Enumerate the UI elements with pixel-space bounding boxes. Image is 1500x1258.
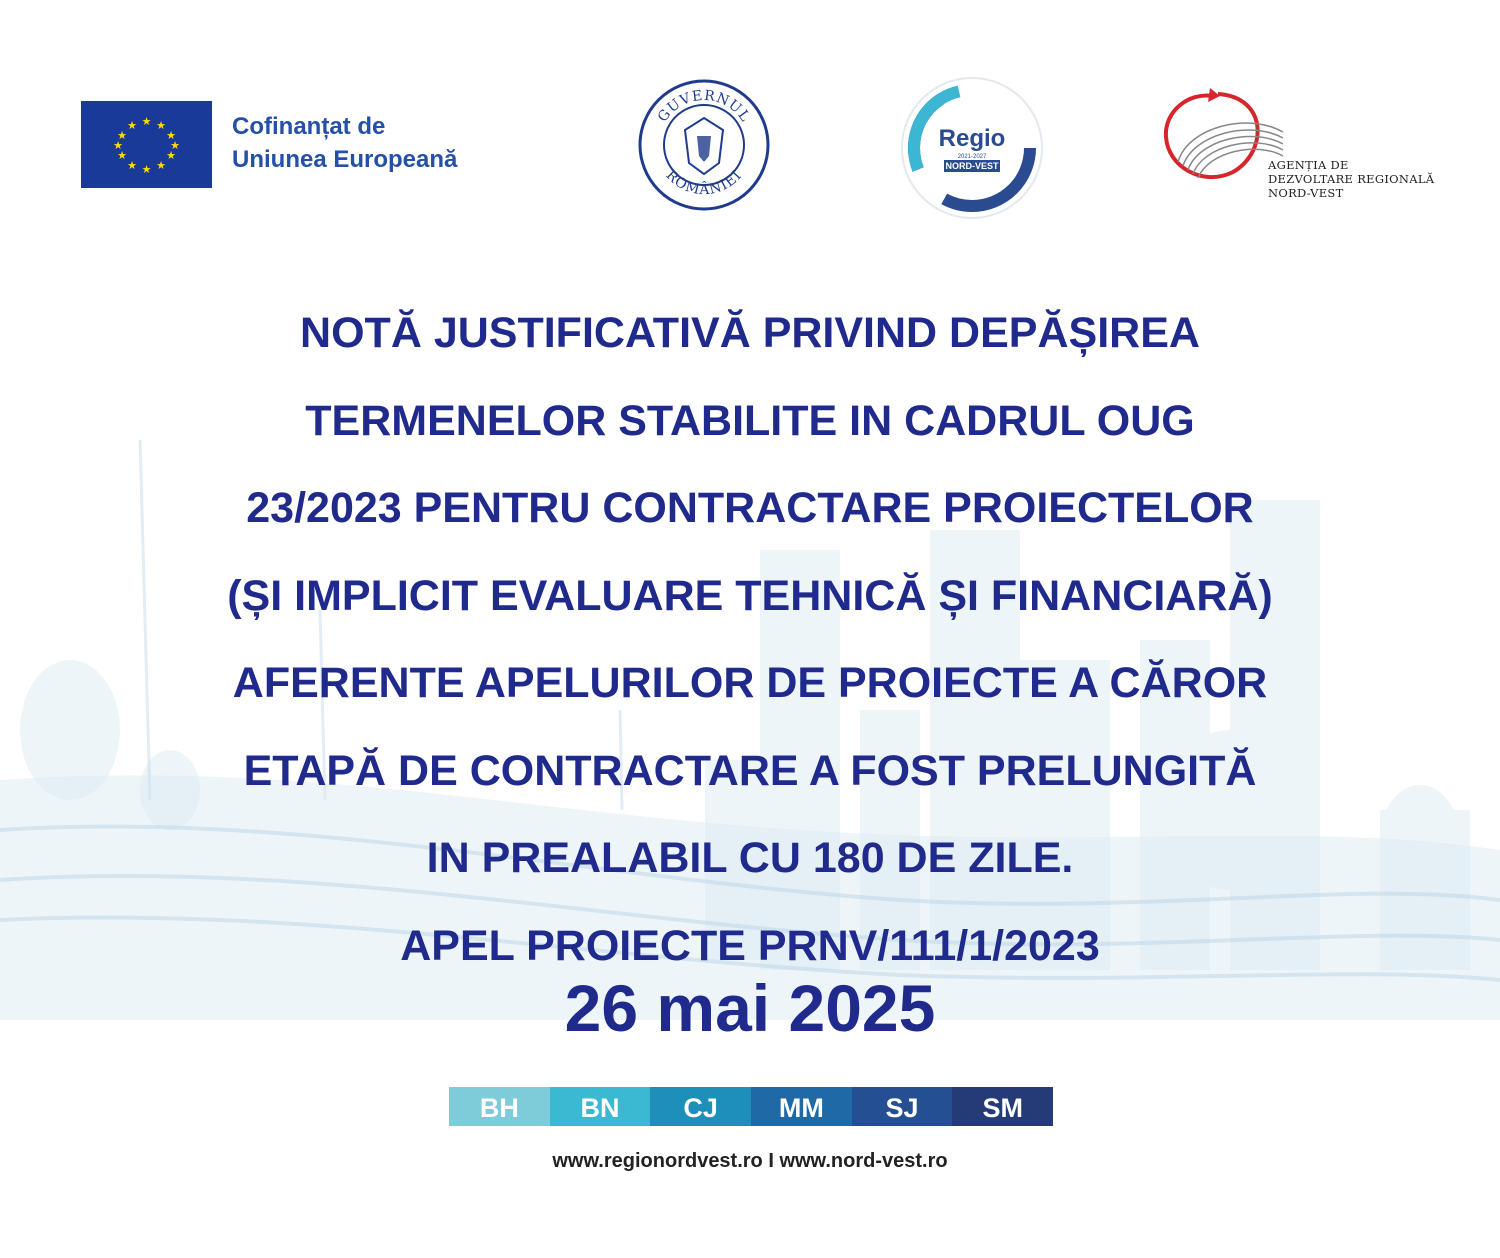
title-line: NOTĂ JUSTIFICATIVĂ PRIVIND DEPĂȘIREA xyxy=(300,309,1200,357)
svg-text:★: ★ xyxy=(166,129,176,142)
eu-caption-line2: Uniunea Europeană xyxy=(232,146,458,173)
eu-caption-line1: Cofinanțat de xyxy=(232,113,386,140)
svg-text:★: ★ xyxy=(170,139,180,152)
footer-websites[interactable]: www.regionordvest.ro I www.nord-vest.ro xyxy=(552,1150,948,1172)
gov-seal-bottom-text: ROMÂNIEI xyxy=(662,167,746,199)
title-line: IN PREALABIL CU 180 DE ZILE. xyxy=(426,834,1074,882)
svg-text:★: ★ xyxy=(166,149,176,162)
regio-nord-vest-logo xyxy=(898,74,1046,222)
adr-line1: AGENȚIA DE xyxy=(1268,158,1349,172)
regio-years: 2021-2027 xyxy=(957,154,987,160)
svg-text:★: ★ xyxy=(117,129,127,142)
county-sm: SM xyxy=(952,1087,1053,1126)
svg-text:★: ★ xyxy=(156,119,166,132)
adr-line3: NORD-VEST xyxy=(1268,186,1344,200)
county-sj: SJ xyxy=(852,1087,953,1126)
title-line: TERMENELOR STABILITE IN CADRUL OUG xyxy=(305,396,1195,445)
title-line: AFERENTE APELURILOR DE PROIECTE A CĂROR xyxy=(232,659,1268,707)
svg-text:★: ★ xyxy=(127,159,137,172)
svg-text:★: ★ xyxy=(117,149,127,162)
title-line: (ȘI IMPLICIT EVALUARE TEHNICĂ ȘI FINANCIARĂ) xyxy=(227,571,1273,620)
regio-region: NORD-VEST xyxy=(945,161,999,171)
notice-title xyxy=(60,290,1440,990)
gov-seal-top-text: GUVERNUL xyxy=(654,87,754,126)
call-reference: APEL PROIECTE PRNV/111/1/2023 xyxy=(400,921,1100,970)
eu-cofinancing-caption xyxy=(232,110,457,176)
romanian-government-seal-logo xyxy=(637,78,771,212)
county-cj: CJ xyxy=(650,1087,751,1126)
svg-text:★: ★ xyxy=(141,163,152,176)
title-line: 23/2023 PENTRU CONTRACTARE PROIECTELOR xyxy=(246,484,1254,532)
regio-name: Regio xyxy=(938,125,1006,152)
svg-text:★: ★ xyxy=(141,115,152,128)
svg-text:★: ★ xyxy=(113,139,123,152)
title-line: ETAPĂ DE CONTRACTARE A FOST PRELUNGITĂ xyxy=(243,746,1257,795)
county-bar xyxy=(449,1087,1053,1126)
county-mm: MM xyxy=(751,1087,852,1126)
svg-text:★: ★ xyxy=(156,159,166,172)
county-bh: BH xyxy=(449,1087,550,1126)
county-bn: BN xyxy=(550,1087,651,1126)
partner-logos xyxy=(0,70,1500,220)
publication-date: 26 mai 2025 xyxy=(564,971,936,1045)
svg-text:★: ★ xyxy=(127,119,137,132)
adr-line2: DEZVOLTARE REGIONALĂ xyxy=(1268,172,1435,186)
eu-flag-icon xyxy=(81,101,212,188)
adr-caption xyxy=(1268,158,1434,200)
